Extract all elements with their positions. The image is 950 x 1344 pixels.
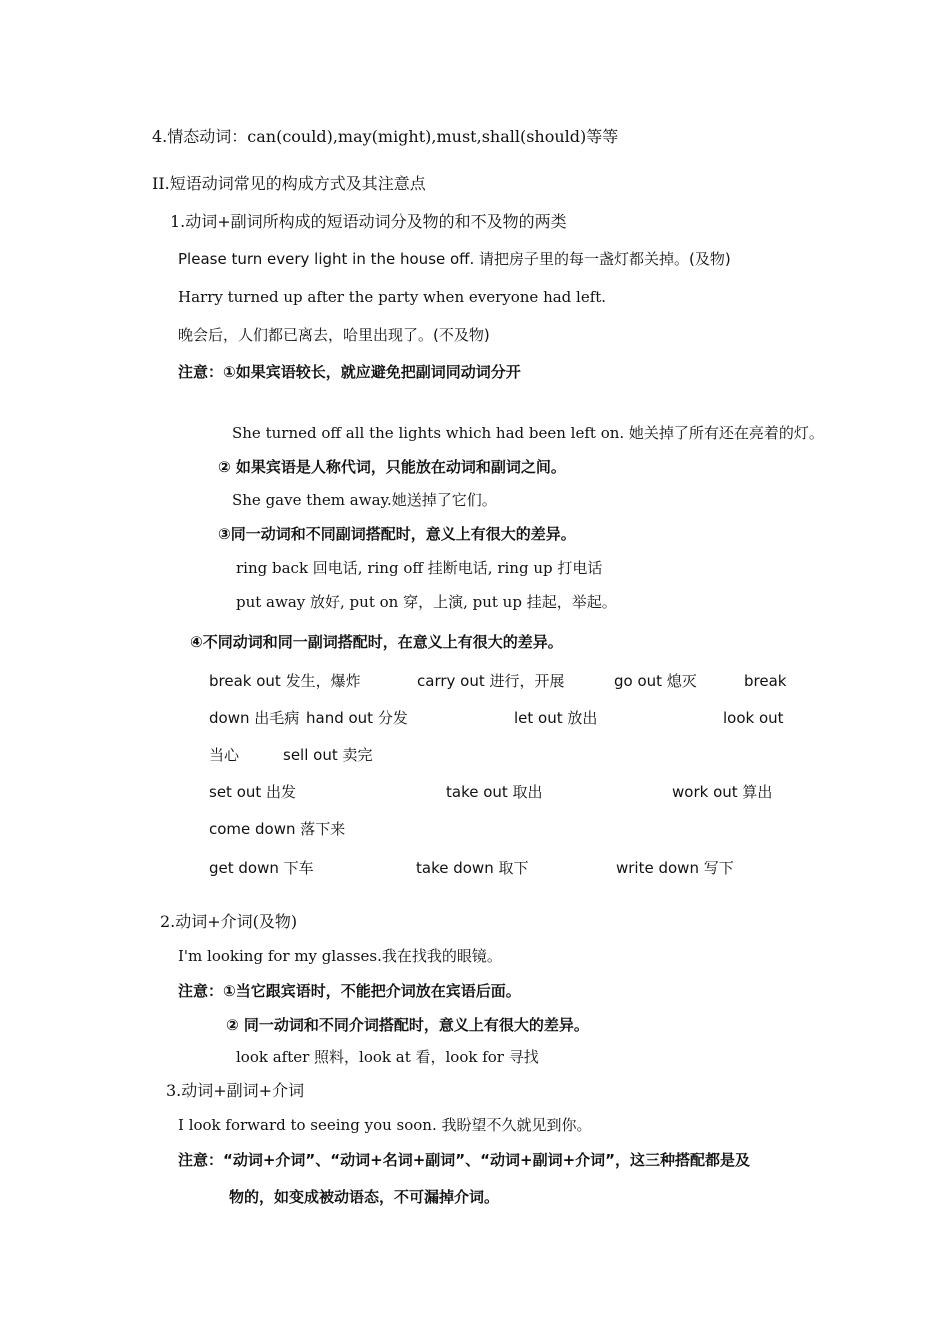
phrase-work-out: work out 算出	[672, 783, 773, 801]
note-6: ② 同一动词和不同介词搭配时，意义上有很大的差异。	[226, 1016, 589, 1034]
note-3: ③同一动词和不同副词搭配时，意义上有很大的差异。	[218, 525, 576, 543]
note-7-line-1: 注意：“动词+介词”、“动词+名词+副词”、“动词+副词+介词”，这三种搭配都是及	[178, 1151, 750, 1169]
phrase-break-word: break	[744, 672, 787, 690]
phrase-carry-out: carry out 进行，开展	[417, 672, 565, 690]
example-ring: ring back 回电话, ring off 挂断电话, ring up 打电话	[236, 559, 603, 577]
phrase-break-out: break out 发生，爆炸	[209, 672, 361, 690]
subsection-1-title: 1.动词+副词所构成的短语动词分及物的和不及物的两类	[170, 212, 567, 231]
subsection-2-title: 2.动词+介词(及物)	[160, 912, 298, 931]
phrase-down-sick: down 出毛病	[209, 709, 300, 727]
phrase-hand-out: hand out 分发	[306, 709, 408, 727]
example-looking-for: I'm looking for my glasses.我在找我的眼镜。	[178, 947, 502, 965]
section-4-modal-verbs: 4.情态动词：can(could),may(might),must,shall(should)等等	[152, 127, 619, 146]
example-turn-up-zh: 晚会后，人们都已离去，哈里出现了。(不及物)	[178, 326, 490, 344]
phrase-careful: 当心	[209, 746, 240, 764]
phrase-set-out: set out 出发	[209, 783, 297, 801]
example-look: look after 照料，look at 看，look for 寻找	[236, 1048, 539, 1066]
example-turned-off: She turned off all the lights which had been left on. 她关掉了所有还在亮着的灯。	[232, 424, 824, 442]
phrase-sell-out: sell out 卖完	[283, 746, 373, 764]
note-5: 注意：①当它跟宾语时，不能把介词放在宾语后面。	[178, 982, 521, 1000]
example-put: put away 放好, put on 穿，上演, put up 挂起，举起。	[236, 593, 617, 611]
note-4: ④不同动词和同一副词搭配时，在意义上有很大的差异。	[190, 633, 563, 651]
note-1: 注意：①如果宾语较长，就应避免把副词同动词分开	[178, 363, 521, 381]
phrase-write-down: write down 写下	[616, 859, 734, 877]
phrase-get-down: get down 下车	[209, 859, 314, 877]
example-turn-off: Please turn every light in the house off. 请把房子里的每一盏灯都关掉。(及物)	[178, 250, 731, 268]
example-look-forward: I look forward to seeing you soon. 我盼望不久就见到你。	[178, 1116, 592, 1134]
phrase-take-down: take down 取下	[416, 859, 529, 877]
example-gave-away: She gave them away.她送掉了它们。	[232, 491, 497, 509]
note-7-line-2: 物的，如变成被动语态，不可漏掉介词。	[229, 1188, 500, 1206]
phrase-go-out: go out 熄灭	[614, 672, 697, 690]
phrase-come-down: come down 落下来	[209, 820, 346, 838]
phrase-let-out: let out 放出	[514, 709, 598, 727]
phrase-look-out: look out	[723, 709, 784, 727]
subsection-3-title: 3.动词+副词+介词	[166, 1081, 305, 1100]
section-2-title: II.短语动词常见的构成方式及其注意点	[152, 174, 426, 193]
phrase-take-out: take out 取出	[446, 783, 543, 801]
example-turn-up-en: Harry turned up after the party when everyone had left.	[178, 288, 607, 306]
note-2: ② 如果宾语是人称代词，只能放在动词和副词之间。	[218, 458, 566, 476]
